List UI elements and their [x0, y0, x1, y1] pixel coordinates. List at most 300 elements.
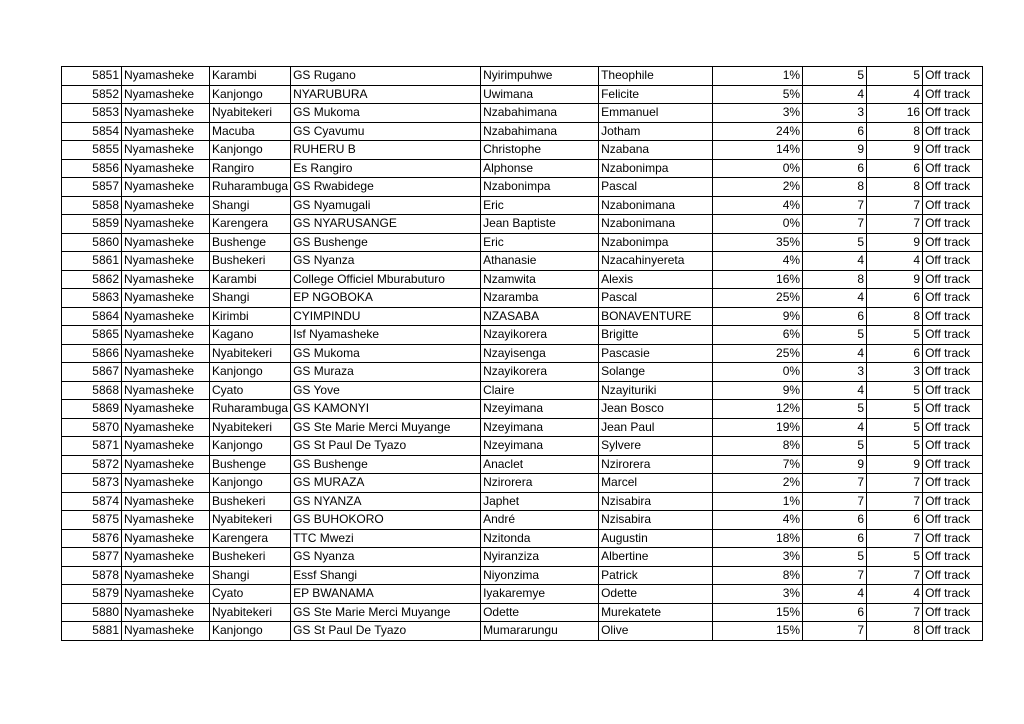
first-name-cell: Albertine: [599, 548, 713, 567]
last-name-cell: NZASABA: [481, 307, 599, 326]
percent-cell: 8%: [713, 566, 803, 585]
district-cell: Nyamasheke: [122, 418, 210, 437]
count-a-cell: 6: [803, 307, 867, 326]
row-number-cell: 5879: [62, 585, 122, 604]
last-name-cell: Nzayikorera: [481, 326, 599, 345]
district-cell: Nyamasheke: [122, 289, 210, 308]
count-a-cell: 4: [803, 289, 867, 308]
row-number-cell: 5851: [62, 67, 122, 86]
percent-cell: 3%: [713, 548, 803, 567]
table-row: [62, 270, 983, 289]
sector-cell: Kanjongo: [210, 437, 291, 456]
district-cell: Nyamasheke: [122, 511, 210, 530]
district-cell: Nyamasheke: [122, 585, 210, 604]
district-cell: Nyamasheke: [122, 122, 210, 141]
status-cell: Off track: [923, 363, 983, 382]
row-number-cell: 5881: [62, 622, 122, 641]
sector-cell: Ruharambuga: [210, 178, 291, 197]
row-number-cell: 5874: [62, 492, 122, 511]
count-b-cell: 5: [867, 326, 923, 345]
status-cell: Off track: [923, 252, 983, 271]
table-row: [62, 196, 983, 215]
table-row: [62, 548, 983, 567]
row-number-cell: 5872: [62, 455, 122, 474]
status-cell: Off track: [923, 141, 983, 160]
table-row: [62, 455, 983, 474]
last-name-cell: Nzayikorera: [481, 363, 599, 382]
status-cell: Off track: [923, 381, 983, 400]
status-cell: Off track: [923, 548, 983, 567]
school-cell: GS Cyavumu: [291, 122, 481, 141]
sector-cell: Macuba: [210, 122, 291, 141]
district-cell: Nyamasheke: [122, 307, 210, 326]
table-row: [62, 622, 983, 641]
percent-cell: 7%: [713, 455, 803, 474]
row-number-cell: 5878: [62, 566, 122, 585]
district-cell: Nyamasheke: [122, 529, 210, 548]
first-name-cell: Nzacahinyereta: [599, 252, 713, 271]
sector-cell: Kanjongo: [210, 622, 291, 641]
status-cell: Off track: [923, 326, 983, 345]
last-name-cell: Jean Baptiste: [481, 215, 599, 234]
first-name-cell: Marcel: [599, 474, 713, 493]
row-number-cell: 5858: [62, 196, 122, 215]
sector-cell: Kanjongo: [210, 141, 291, 160]
count-b-cell: 7: [867, 529, 923, 548]
status-cell: Off track: [923, 196, 983, 215]
school-cell: Essf Shangi: [291, 566, 481, 585]
status-cell: Off track: [923, 474, 983, 493]
school-cell: Isf Nyamasheke: [291, 326, 481, 345]
first-name-cell: Felicite: [599, 85, 713, 104]
first-name-cell: Augustin: [599, 529, 713, 548]
district-cell: Nyamasheke: [122, 178, 210, 197]
row-number-cell: 5867: [62, 363, 122, 382]
percent-cell: 0%: [713, 215, 803, 234]
count-a-cell: 4: [803, 585, 867, 604]
sector-cell: Bushekeri: [210, 252, 291, 271]
table-row: [62, 252, 983, 271]
table-row: [62, 381, 983, 400]
first-name-cell: Emmanuel: [599, 104, 713, 123]
school-cell: GS St Paul De Tyazo: [291, 622, 481, 641]
status-cell: Off track: [923, 418, 983, 437]
percent-cell: 24%: [713, 122, 803, 141]
table-row: [62, 104, 983, 123]
count-a-cell: 6: [803, 159, 867, 178]
count-b-cell: 6: [867, 289, 923, 308]
percent-cell: 0%: [713, 159, 803, 178]
district-cell: Nyamasheke: [122, 622, 210, 641]
count-a-cell: 4: [803, 418, 867, 437]
status-cell: Off track: [923, 566, 983, 585]
count-a-cell: 5: [803, 67, 867, 86]
last-name-cell: Nzirorera: [481, 474, 599, 493]
table-row: [62, 141, 983, 160]
count-a-cell: 9: [803, 455, 867, 474]
count-b-cell: 8: [867, 178, 923, 197]
status-cell: Off track: [923, 67, 983, 86]
percent-cell: 14%: [713, 141, 803, 160]
count-a-cell: 5: [803, 437, 867, 456]
sector-cell: Shangi: [210, 289, 291, 308]
first-name-cell: Nzabonimana: [599, 196, 713, 215]
school-cell: GS Ste Marie Merci Muyange: [291, 418, 481, 437]
status-cell: Off track: [923, 215, 983, 234]
first-name-cell: Pascal: [599, 178, 713, 197]
count-b-cell: 7: [867, 215, 923, 234]
count-b-cell: 4: [867, 585, 923, 604]
first-name-cell: Patrick: [599, 566, 713, 585]
percent-cell: 15%: [713, 622, 803, 641]
table-row: [62, 85, 983, 104]
sector-cell: Shangi: [210, 566, 291, 585]
status-cell: Off track: [923, 603, 983, 622]
row-number-cell: 5863: [62, 289, 122, 308]
school-cell: GS Bushenge: [291, 455, 481, 474]
last-name-cell: Niyonzima: [481, 566, 599, 585]
school-cell: GS Rwabidege: [291, 178, 481, 197]
table-row: [62, 289, 983, 308]
district-cell: Nyamasheke: [122, 400, 210, 419]
first-name-cell: Sylvere: [599, 437, 713, 456]
row-number-cell: 5880: [62, 603, 122, 622]
sector-cell: Bushekeri: [210, 492, 291, 511]
first-name-cell: Jean Paul: [599, 418, 713, 437]
school-cell: College Officiel Mburabuturo: [291, 270, 481, 289]
count-b-cell: 7: [867, 196, 923, 215]
count-a-cell: 4: [803, 344, 867, 363]
count-b-cell: 5: [867, 548, 923, 567]
school-cell: GS Ste Marie Merci Muyange: [291, 603, 481, 622]
row-number-cell: 5854: [62, 122, 122, 141]
count-b-cell: 6: [867, 344, 923, 363]
school-cell: GS Yove: [291, 381, 481, 400]
table-row: [62, 492, 983, 511]
table-row: [62, 178, 983, 197]
district-cell: Nyamasheke: [122, 104, 210, 123]
sector-cell: Kagano: [210, 326, 291, 345]
count-b-cell: 7: [867, 566, 923, 585]
row-number-cell: 5871: [62, 437, 122, 456]
school-cell: GS MURAZA: [291, 474, 481, 493]
count-a-cell: 7: [803, 215, 867, 234]
status-cell: Off track: [923, 122, 983, 141]
count-b-cell: 5: [867, 400, 923, 419]
count-b-cell: 8: [867, 307, 923, 326]
count-a-cell: 5: [803, 548, 867, 567]
percent-cell: 4%: [713, 252, 803, 271]
row-number-cell: 5877: [62, 548, 122, 567]
percent-cell: 16%: [713, 270, 803, 289]
table-row: [62, 363, 983, 382]
count-b-cell: 5: [867, 381, 923, 400]
count-a-cell: 7: [803, 622, 867, 641]
district-cell: Nyamasheke: [122, 215, 210, 234]
row-number-cell: 5864: [62, 307, 122, 326]
sector-cell: Karambi: [210, 67, 291, 86]
school-cell: GS KAMONYI: [291, 400, 481, 419]
percent-cell: 3%: [713, 585, 803, 604]
row-number-cell: 5875: [62, 511, 122, 530]
last-name-cell: Nzeyimana: [481, 437, 599, 456]
table-row: [62, 529, 983, 548]
last-name-cell: Eric: [481, 196, 599, 215]
last-name-cell: Nyiranziza: [481, 548, 599, 567]
count-a-cell: 7: [803, 474, 867, 493]
school-cell: GS Rugano: [291, 67, 481, 86]
last-name-cell: Nyirimpuhwe: [481, 67, 599, 86]
percent-cell: 1%: [713, 67, 803, 86]
district-cell: Nyamasheke: [122, 196, 210, 215]
table-row: [62, 307, 983, 326]
table-row: [62, 344, 983, 363]
percent-cell: 4%: [713, 196, 803, 215]
last-name-cell: Claire: [481, 381, 599, 400]
first-name-cell: Pascal: [599, 289, 713, 308]
district-cell: Nyamasheke: [122, 344, 210, 363]
count-b-cell: 9: [867, 141, 923, 160]
count-a-cell: 6: [803, 511, 867, 530]
percent-cell: 9%: [713, 381, 803, 400]
sector-cell: Nyabitekeri: [210, 104, 291, 123]
table-row: [62, 215, 983, 234]
row-number-cell: 5876: [62, 529, 122, 548]
percent-cell: 15%: [713, 603, 803, 622]
last-name-cell: André: [481, 511, 599, 530]
last-name-cell: Nzeyimana: [481, 418, 599, 437]
status-cell: Off track: [923, 344, 983, 363]
last-name-cell: Athanasie: [481, 252, 599, 271]
school-cell: GS St Paul De Tyazo: [291, 437, 481, 456]
table-row: [62, 122, 983, 141]
table-row: [62, 418, 983, 437]
first-name-cell: Pascasie: [599, 344, 713, 363]
school-cell: GS Mukoma: [291, 104, 481, 123]
percent-cell: 18%: [713, 529, 803, 548]
count-b-cell: 9: [867, 270, 923, 289]
row-number-cell: 5868: [62, 381, 122, 400]
percent-cell: 2%: [713, 178, 803, 197]
district-cell: Nyamasheke: [122, 270, 210, 289]
status-cell: Off track: [923, 233, 983, 252]
percent-cell: 0%: [713, 363, 803, 382]
first-name-cell: Nzisabira: [599, 492, 713, 511]
percent-cell: 25%: [713, 289, 803, 308]
percent-cell: 35%: [713, 233, 803, 252]
school-cell: GS Bushenge: [291, 233, 481, 252]
count-b-cell: 9: [867, 455, 923, 474]
count-a-cell: 6: [803, 122, 867, 141]
last-name-cell: Eric: [481, 233, 599, 252]
row-number-cell: 5859: [62, 215, 122, 234]
school-cell: GS NYARUSANGE: [291, 215, 481, 234]
district-cell: Nyamasheke: [122, 474, 210, 493]
table-row: [62, 437, 983, 456]
count-b-cell: 8: [867, 622, 923, 641]
school-cell: GS NYANZA: [291, 492, 481, 511]
row-number-cell: 5869: [62, 400, 122, 419]
last-name-cell: Mumararungu: [481, 622, 599, 641]
status-cell: Off track: [923, 400, 983, 419]
count-a-cell: 7: [803, 492, 867, 511]
first-name-cell: Nzayituriki: [599, 381, 713, 400]
table-row: [62, 511, 983, 530]
last-name-cell: Nzamwita: [481, 270, 599, 289]
status-cell: Off track: [923, 307, 983, 326]
last-name-cell: Nzabahimana: [481, 104, 599, 123]
status-cell: Off track: [923, 159, 983, 178]
count-a-cell: 8: [803, 270, 867, 289]
count-a-cell: 7: [803, 196, 867, 215]
district-cell: Nyamasheke: [122, 85, 210, 104]
first-name-cell: Solange: [599, 363, 713, 382]
status-cell: Off track: [923, 437, 983, 456]
status-cell: Off track: [923, 270, 983, 289]
last-name-cell: Nzitonda: [481, 529, 599, 548]
sector-cell: Bushekeri: [210, 548, 291, 567]
last-name-cell: Iyakaremye: [481, 585, 599, 604]
count-b-cell: 5: [867, 67, 923, 86]
status-cell: Off track: [923, 289, 983, 308]
school-cell: GS Nyamugali: [291, 196, 481, 215]
last-name-cell: Uwimana: [481, 85, 599, 104]
first-name-cell: Nzabonimpa: [599, 159, 713, 178]
last-name-cell: Nzayisenga: [481, 344, 599, 363]
count-b-cell: 4: [867, 85, 923, 104]
row-number-cell: 5853: [62, 104, 122, 123]
first-name-cell: Murekatete: [599, 603, 713, 622]
count-a-cell: 4: [803, 85, 867, 104]
first-name-cell: Nzirorera: [599, 455, 713, 474]
first-name-cell: Nzabonimpa: [599, 233, 713, 252]
row-number-cell: 5855: [62, 141, 122, 160]
last-name-cell: Nzeyimana: [481, 400, 599, 419]
row-number-cell: 5870: [62, 418, 122, 437]
count-b-cell: 7: [867, 603, 923, 622]
table-row: [62, 159, 983, 178]
count-b-cell: 9: [867, 233, 923, 252]
percent-cell: 5%: [713, 85, 803, 104]
first-name-cell: Nzabana: [599, 141, 713, 160]
district-cell: Nyamasheke: [122, 252, 210, 271]
sector-cell: Cyato: [210, 585, 291, 604]
district-cell: Nyamasheke: [122, 492, 210, 511]
first-name-cell: Olive: [599, 622, 713, 641]
school-cell: GS Nyanza: [291, 252, 481, 271]
count-a-cell: 9: [803, 141, 867, 160]
district-cell: Nyamasheke: [122, 381, 210, 400]
first-name-cell: BONAVENTURE: [599, 307, 713, 326]
percent-cell: 1%: [713, 492, 803, 511]
count-b-cell: 16: [867, 104, 923, 123]
school-cell: CYIMPINDU: [291, 307, 481, 326]
district-cell: Nyamasheke: [122, 455, 210, 474]
count-b-cell: 3: [867, 363, 923, 382]
first-name-cell: Theophile: [599, 67, 713, 86]
school-cell: EP BWANAMA: [291, 585, 481, 604]
sector-cell: Nyabitekeri: [210, 344, 291, 363]
school-cell: GS Mukoma: [291, 344, 481, 363]
status-cell: Off track: [923, 511, 983, 530]
last-name-cell: Japhet: [481, 492, 599, 511]
count-b-cell: 4: [867, 252, 923, 271]
table-row: [62, 67, 983, 86]
count-b-cell: 5: [867, 437, 923, 456]
school-cell: TTC Mwezi: [291, 529, 481, 548]
table-row: [62, 400, 983, 419]
district-cell: Nyamasheke: [122, 159, 210, 178]
row-number-cell: 5873: [62, 474, 122, 493]
district-cell: Nyamasheke: [122, 548, 210, 567]
table-row: [62, 474, 983, 493]
last-name-cell: Odette: [481, 603, 599, 622]
last-name-cell: Nzabonimpa: [481, 178, 599, 197]
last-name-cell: Nzabahimana: [481, 122, 599, 141]
table-row: [62, 603, 983, 622]
status-cell: Off track: [923, 492, 983, 511]
percent-cell: 6%: [713, 326, 803, 345]
count-a-cell: 3: [803, 104, 867, 123]
district-cell: Nyamasheke: [122, 233, 210, 252]
count-b-cell: 7: [867, 492, 923, 511]
count-a-cell: 7: [803, 566, 867, 585]
first-name-cell: Jean Bosco: [599, 400, 713, 419]
table-row: [62, 326, 983, 345]
status-cell: Off track: [923, 622, 983, 641]
sector-cell: Nyabitekeri: [210, 603, 291, 622]
status-cell: Off track: [923, 85, 983, 104]
count-a-cell: 5: [803, 400, 867, 419]
sector-cell: Cyato: [210, 381, 291, 400]
row-number-cell: 5860: [62, 233, 122, 252]
sector-cell: Nyabitekeri: [210, 418, 291, 437]
district-cell: Nyamasheke: [122, 326, 210, 345]
sector-cell: Kanjongo: [210, 363, 291, 382]
last-name-cell: Nzaramba: [481, 289, 599, 308]
percent-cell: 4%: [713, 511, 803, 530]
percent-cell: 8%: [713, 437, 803, 456]
first-name-cell: Odette: [599, 585, 713, 604]
table-body: [62, 67, 983, 641]
row-number-cell: 5856: [62, 159, 122, 178]
district-cell: Nyamasheke: [122, 437, 210, 456]
row-number-cell: 5862: [62, 270, 122, 289]
row-number-cell: 5861: [62, 252, 122, 271]
school-cell: NYARUBURA: [291, 85, 481, 104]
data-table: [61, 66, 983, 641]
district-cell: Nyamasheke: [122, 603, 210, 622]
first-name-cell: Alexis: [599, 270, 713, 289]
school-cell: EP NGOBOKA: [291, 289, 481, 308]
row-number-cell: 5866: [62, 344, 122, 363]
table-row: [62, 233, 983, 252]
count-a-cell: 4: [803, 252, 867, 271]
school-cell: Es Rangiro: [291, 159, 481, 178]
percent-cell: 3%: [713, 104, 803, 123]
first-name-cell: Nzisabira: [599, 511, 713, 530]
first-name-cell: Nzabonimana: [599, 215, 713, 234]
district-cell: Nyamasheke: [122, 141, 210, 160]
count-a-cell: 6: [803, 529, 867, 548]
percent-cell: 12%: [713, 400, 803, 419]
sector-cell: Bushenge: [210, 455, 291, 474]
percent-cell: 2%: [713, 474, 803, 493]
district-cell: Nyamasheke: [122, 566, 210, 585]
sector-cell: Kanjongo: [210, 474, 291, 493]
row-number-cell: 5852: [62, 85, 122, 104]
sector-cell: Shangi: [210, 196, 291, 215]
